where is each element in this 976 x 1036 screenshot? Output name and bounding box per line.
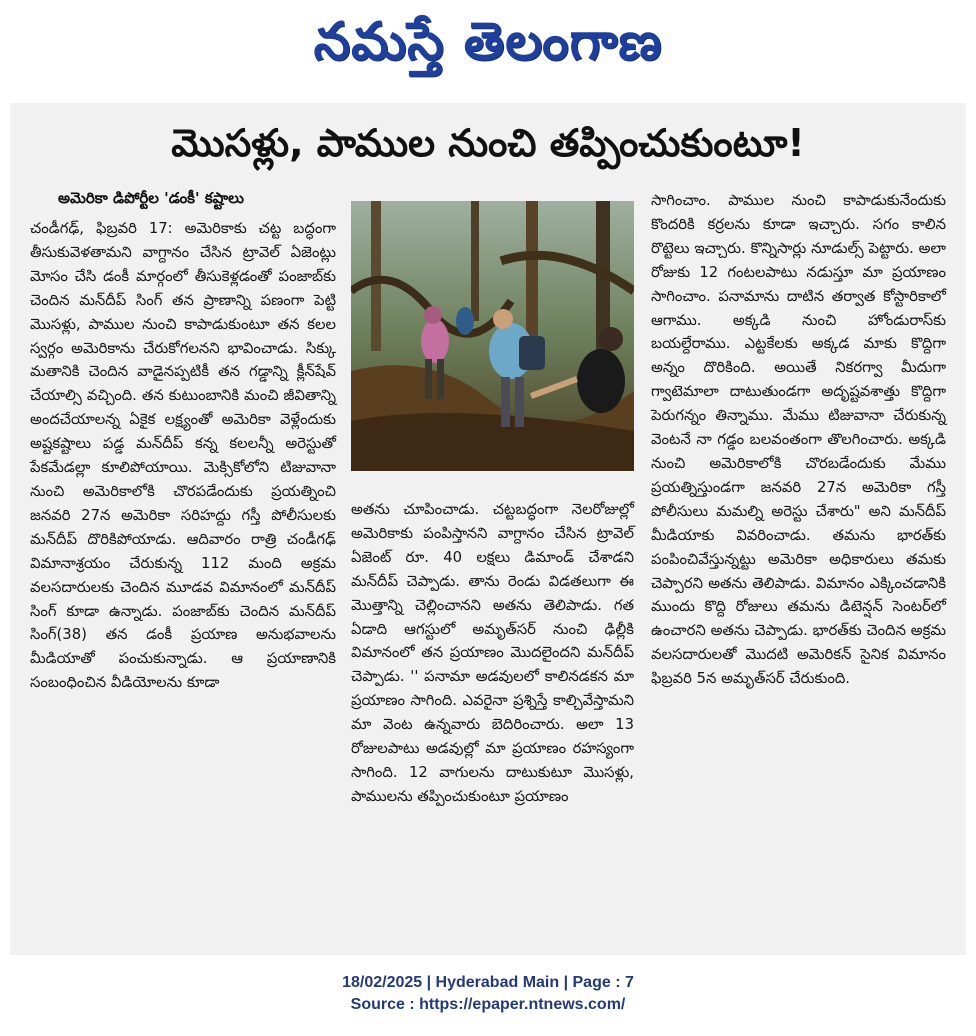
- article-column-3: సాగించాం. పాముల నుంచి కాపాడుకునేందుకు కొందరికి కర్రలను కూడా ఇచ్చారు. సగం కాలిన రొట్టెలు ఇచ్చారు. కొన్నిసార్లు నూడుల్స్‌ పెట్టారు. అలా రోజుకు 12 గంటలపాటు నడుస్తూ మా ప్రయాణం సాగించాం. పనామాను దాటిన తర్వాత కోస్టారికాలో ఆగాము. అక్కడి నుంచి హోండురాస్‌కు బయల్దేరాము. ఎట్టకేలకు అక్కడ మాకు కొద్దిగా అన్నం దొరికింది. అయితే నికరగ్వా మీదుగా గ్వాటెమాలా దాటుతుండగా అదృష్టవశాత్తు కొద్దిగా పెరుగన్నం తిన్నాము. మేము టిజువానా చేరుకున్న వెంటనే నా గడ్డం బలవంతంగా తొలగించారు. అక్కడి నుంచి అమెరికాలోకి చొరబడేందుకు మేము ప్రయత్నిస్తుండగా జనవరి 27న అమెరికా గస్తీ పోలీసులు మమల్ని అరెస్టు చేశారు" అని మన్‌దీప్‌ మీడియాకు వివరించాడు. తమను భారత్‌కు పంపించివేస్తున్నట్టు అమెరికా అధికారులు తమకు చెప్పారని అతను తెలిపాడు. విమానం ఎక్కించడానికి ముందు కొద్ది రోజులు తమను డిటెన్షన్‌ సెంటర్‌లో ఉంచారని అతను చెప్పాడు. భారత్‌కు చెందిన అక్రమ వలసదారులతో మొదటి అమెరికన్‌ సైనిక విమానం ఫిబ్రవరి 5న అమృత్‌సర్‌ చేరుకుంది.: [651, 192, 946, 688]
- article-column-1: చండీగఢ్‌, ఫిబ్రవరి 17: అమెరికాకు చట్ట బద్ధంగా తీసుకువెళతామని వాగ్దానం చేసిన ట్రావెల్‌ ఏజెంట్లు మోసం చేసి డంకీ మార్గంలో తీసుకెళ్లడంతో పంజాబ్‌కు చెందిన మన్‌దీప్‌ సింగ్‌ తన ప్రాణాన్ని పణంగా పెట్టి మొసళ్లు, పాముల నుంచి కాపాడుకుంటూ తన కలల స్వర్గం అమెరికాను చేరుకోగలనని భావించాడు. సిక్కు మతానికి చెందిన వాడైనప్పటికీ తన గడ్డాన్ని క్లీన్‌షేవ్‌ చేయాల్సి వచ్చింది. తన కుటుంబానికి మంచి జీవితాన్ని అందచేయాలన్న ఏకైక లక్ష్యంతో అమెరికా వెళ్లేందుకు అష్టకష్టాలు పడ్డ మన్‌దీప్‌ కన్న కలలన్నీ అరెస్టుతో పేకమేడల్లా కూలిపోయాయి. మెక్సికోలోని టిజువానా నుంచి అమెరికాలోకి చొరపడేందుకు ప్రయత్నించి జనవరి 27న అమెరికా సరిహద్దు గస్తీ పోలీసులకు మన్‌దీప్‌ దొరికిపోయాడు. ఆదివారం రాత్రి చండీగఢ్‌ విమానాశ్రయం చేరుకున్న 112 మంది అక్రమ వలసదారులకు చెందిన మూడవ విమానంలో మన్‌దీప్‌ సింగ్‌ కూడా ఉన్నాడు. పంజాబ్‌కు చెందిన మన్‌దీప్‌ సింగ్‌(38) తన డంకీ ప్రయాణ అనుభవాలను మీడియాతో పంచుకున్నాడు. ఆ ప్రయాణానికి సంబంధించిన వీడియోలను కూడా: [30, 220, 336, 692]
- footer-source: Source : https://epaper.ntnews.com/: [350, 996, 626, 1013]
- article-column-2: అతను చూపించాడు. చట్టబద్ధంగా నెలరోజుల్లో అమెరికాకు పంపిస్తానని వాగ్దానం చేసిన ట్రావెల్‌ ఏజెంట్‌ రూ. 40 లక్షలు డిమాండ్‌ చేశాడని మన్‌దీప్‌ చెప్పాడు. తాను రెండు విడతలుగా ఈ మొత్తాన్ని చెల్లించానని అతను తెలిపాడు. గత ఏడాది ఆగస్టులో అమృత్‌సర్‌ నుంచి ఢిల్లీకి విమానంలో తన ప్రయాణం మొదలైందని మన్‌దీప్‌ చెప్పాడు. '' పనామా అడవులలో కాలినడకన మా ప్రయాణం సాగింది. ఎవరైనా ప్రశ్నిస్తే కాల్చివేస్తామని మా వెంట ఉన్నవారు బెదిరించారు. అలా 13 రోజులపాటు అడవుల్లో మా ప్రయాణం రహస్యంగా సాగింది. 12 వాగులను దాటుకుటూ మొసళ్లు, పాములను తప్పించుకుంటూ ప్రయాణం: [351, 501, 634, 805]
- newspaper-masthead: [0, 0, 976, 96]
- masthead-title: నమస్తే తెలంగాణ: [313, 11, 663, 72]
- article-kicker: అమెరికా డిపోర్టీల 'డంకీ' కష్టాలు: [58, 189, 244, 207]
- footer-date-edition: 18/02/2025 | Hyderabad Main | Page : 7: [342, 974, 634, 991]
- article-clipping: [10, 103, 966, 955]
- jungle-trek-image: [351, 201, 634, 471]
- article-headline: మొసళ్లు, పాముల నుంచి తప్పించుకుంటూ!: [171, 121, 805, 165]
- article-photo: [351, 201, 634, 471]
- page-footer: [0, 972, 976, 1016]
